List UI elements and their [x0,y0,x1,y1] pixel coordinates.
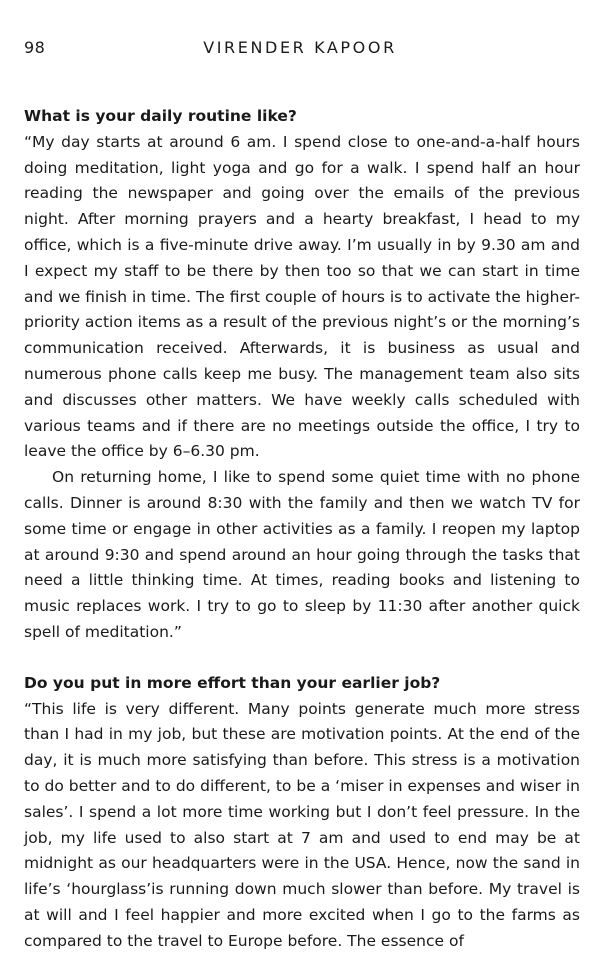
answer-paragraph: On returning home, I like to spend some quiet time with no phone calls. Dinner is around 8:30 with the family and then we watch TV for some time or engage in other activities as a family. I reopen my laptop at around 9:30 and spend around an hour going through the tasks that need a little thinking time. At times, reading books and listening to music replaces work. I try to go to sleep by 11:30 after another quick spell of meditation.” [24,468,580,641]
body-text [24,104,580,955]
answer-paragraph: “This life is very different. Many points generate much more stress than I had in my job, but these are motivation points. At the end of the day, it is much more satisfying than before. This stress is a motivation to do better and to do different, to be a ‘miser in expenses and wiser in sales’. I spend a lot more time working but I don’t feel pressure. In the job, my life used to also start at 7 am and used to end may be at midnight as our headquarters were in the USA. Hence, now the sand in life’s ‘hourglass’is running down much slower than before. My travel is at will and I feel happier and more excited when I go to the farms as compared to the travel to Europe before. The essence of [24,699,580,950]
question-heading: Do you put in more effort than your earlier job? [24,673,441,692]
question-heading: What is your daily routine like? [24,107,297,125]
running-head: VIRENDER KAPOOR [203,38,397,57]
page-number: 98 [24,38,46,57]
answer-paragraph: “My day starts at around 6 am. I spend close to one-and-a-half hours doing meditation, light yoga and go for a walk. I spend half an hour reading the newspaper and going over the emails of the previous night. After morning prayers and a hearty breakfast, I head to my office, which is a five-minute drive away. I’m usually in by 9.30 am and I expect my staff to be there by then too so that we can start in time and we finish in time. The first couple of hours is to activate the higher-priority action items as a result of the previous night’s or the morning’s communication received. Afterwards, it is business as usual and numerous phone calls keep me busy. The management team also sits and discusses other matters. We have weekly calls scheduled with various teams and if there are no meetings outside the office, I try to leave the office by 6–6.30 pm. [24,132,580,461]
